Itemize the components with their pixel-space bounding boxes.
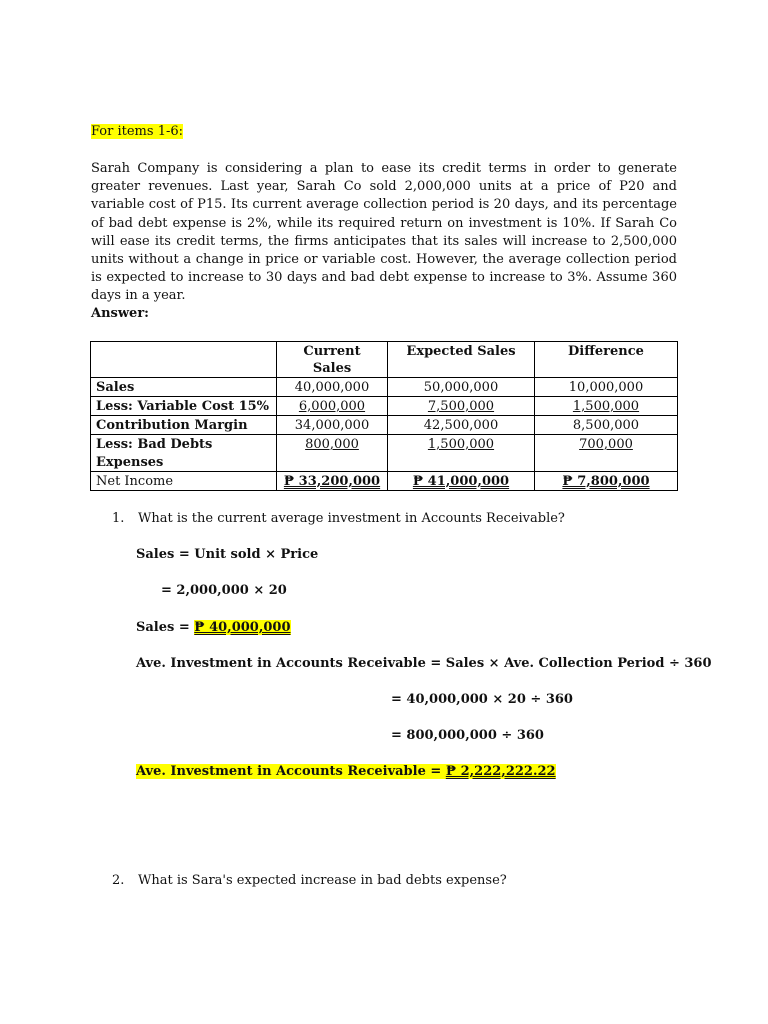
row-label-net-income: Net Income [91, 472, 277, 491]
cell-current-wrap [277, 435, 388, 454]
cell-empty [388, 453, 535, 472]
ar-calculation-1: = 40,000,000 × 20 ÷ 360 [391, 692, 573, 707]
ar-result-value: ₱ 2,222,222.22 [445, 764, 556, 779]
header-current-sales: Current Sales [277, 342, 388, 378]
table-row [91, 378, 678, 397]
cell-expected: 42,500,000 [388, 416, 535, 435]
ar-formula: Ave. Investment in Accounts Receivable = Sales × Ave. Collection Period ÷ 360 [136, 656, 712, 671]
cell-difference: ₱ 7,800,000 [562, 474, 650, 489]
row-label-bad-debts: Less: Bad Debts [91, 435, 277, 454]
header-difference: Difference [535, 342, 678, 378]
table-row [91, 453, 678, 472]
cell-current: ₱ 33,200,000 [283, 474, 381, 489]
row-label-contribution-margin: Contribution Margin [91, 416, 277, 435]
sales-result-value: ₱ 40,000,000 [194, 620, 291, 635]
cell-current: 6,000,000 [298, 399, 366, 414]
cell-difference: 1,500,000 [572, 399, 640, 414]
sales-formula: Sales = Unit sold × Price [136, 547, 319, 562]
cell-difference: 700,000 [579, 437, 633, 452]
question-1-number: 1. [112, 511, 125, 526]
ar-result-label: Ave. Investment in Accounts Receivable = [136, 764, 446, 779]
items-heading-text: For items 1-6: [91, 124, 184, 139]
cell-current-wrap [277, 397, 388, 416]
cell-difference: 10,000,000 [535, 378, 678, 397]
table-row [91, 397, 678, 416]
table-header-row [91, 342, 678, 378]
cell-current: 800,000 [305, 437, 359, 452]
row-label-bad-debts-cont: Expenses [91, 453, 277, 472]
sales-result-label: Sales = [136, 620, 195, 635]
items-heading [91, 123, 183, 141]
ar-result [136, 763, 556, 781]
cell-expected-wrap [388, 397, 535, 416]
question-1-text: What is the current average investment in Accounts Receivable? [138, 511, 565, 526]
header-cell-blank [91, 342, 277, 378]
cell-difference-wrap [535, 397, 678, 416]
ar-calculation-2: = 800,000,000 ÷ 360 [391, 728, 544, 743]
question-2-number: 2. [112, 873, 125, 888]
cell-empty [535, 453, 678, 472]
table-row [91, 416, 678, 435]
problem-statement: Sarah Company is considering a plan to ease its credit terms in order to generate greater revenues. Last year, Sarah Co sold 2,000,000 units at a price of P20 and variable cost of P15. Its current average collection period is 20 days, and its percentage of bad debt expense is 2%, while its required return on investment is 10%. If Sarah Co will ease its credit terms, the firms anticipates that its sales will increase to 2,500,000 units without a change in price or variable cost. However, the average collection period is expected to increase to 30 days and bad debt expense to increase to 3%. Assume 360 days in a year. [91, 161, 677, 304]
cell-expected: 50,000,000 [388, 378, 535, 397]
sales-comparison-table [90, 341, 678, 491]
cell-expected-wrap [388, 435, 535, 454]
row-label-variable-cost: Less: Variable Cost 15% [91, 397, 277, 416]
cell-current-wrap [277, 472, 388, 491]
cell-expected-wrap [388, 472, 535, 491]
cell-difference-wrap [535, 472, 678, 491]
row-label-sales: Sales [91, 378, 277, 397]
cell-difference: 8,500,000 [535, 416, 678, 435]
cell-current: 40,000,000 [277, 378, 388, 397]
cell-expected: 1,500,000 [427, 437, 495, 452]
header-expected-sales: Expected Sales [388, 342, 535, 378]
cell-current: 34,000,000 [277, 416, 388, 435]
table-row [91, 472, 678, 491]
cell-difference-wrap [535, 435, 678, 454]
table-row [91, 435, 678, 454]
cell-empty [277, 453, 388, 472]
question-1 [112, 510, 565, 528]
cell-expected: ₱ 41,000,000 [412, 474, 510, 489]
answer-label: Answer: [91, 306, 149, 321]
question-2-text: What is Sara's expected increase in bad debts expense? [138, 873, 507, 888]
cell-expected: 7,500,000 [427, 399, 495, 414]
question-2 [112, 872, 507, 890]
sales-calculation: = 2,000,000 × 20 [161, 583, 287, 598]
sales-result [136, 619, 291, 637]
